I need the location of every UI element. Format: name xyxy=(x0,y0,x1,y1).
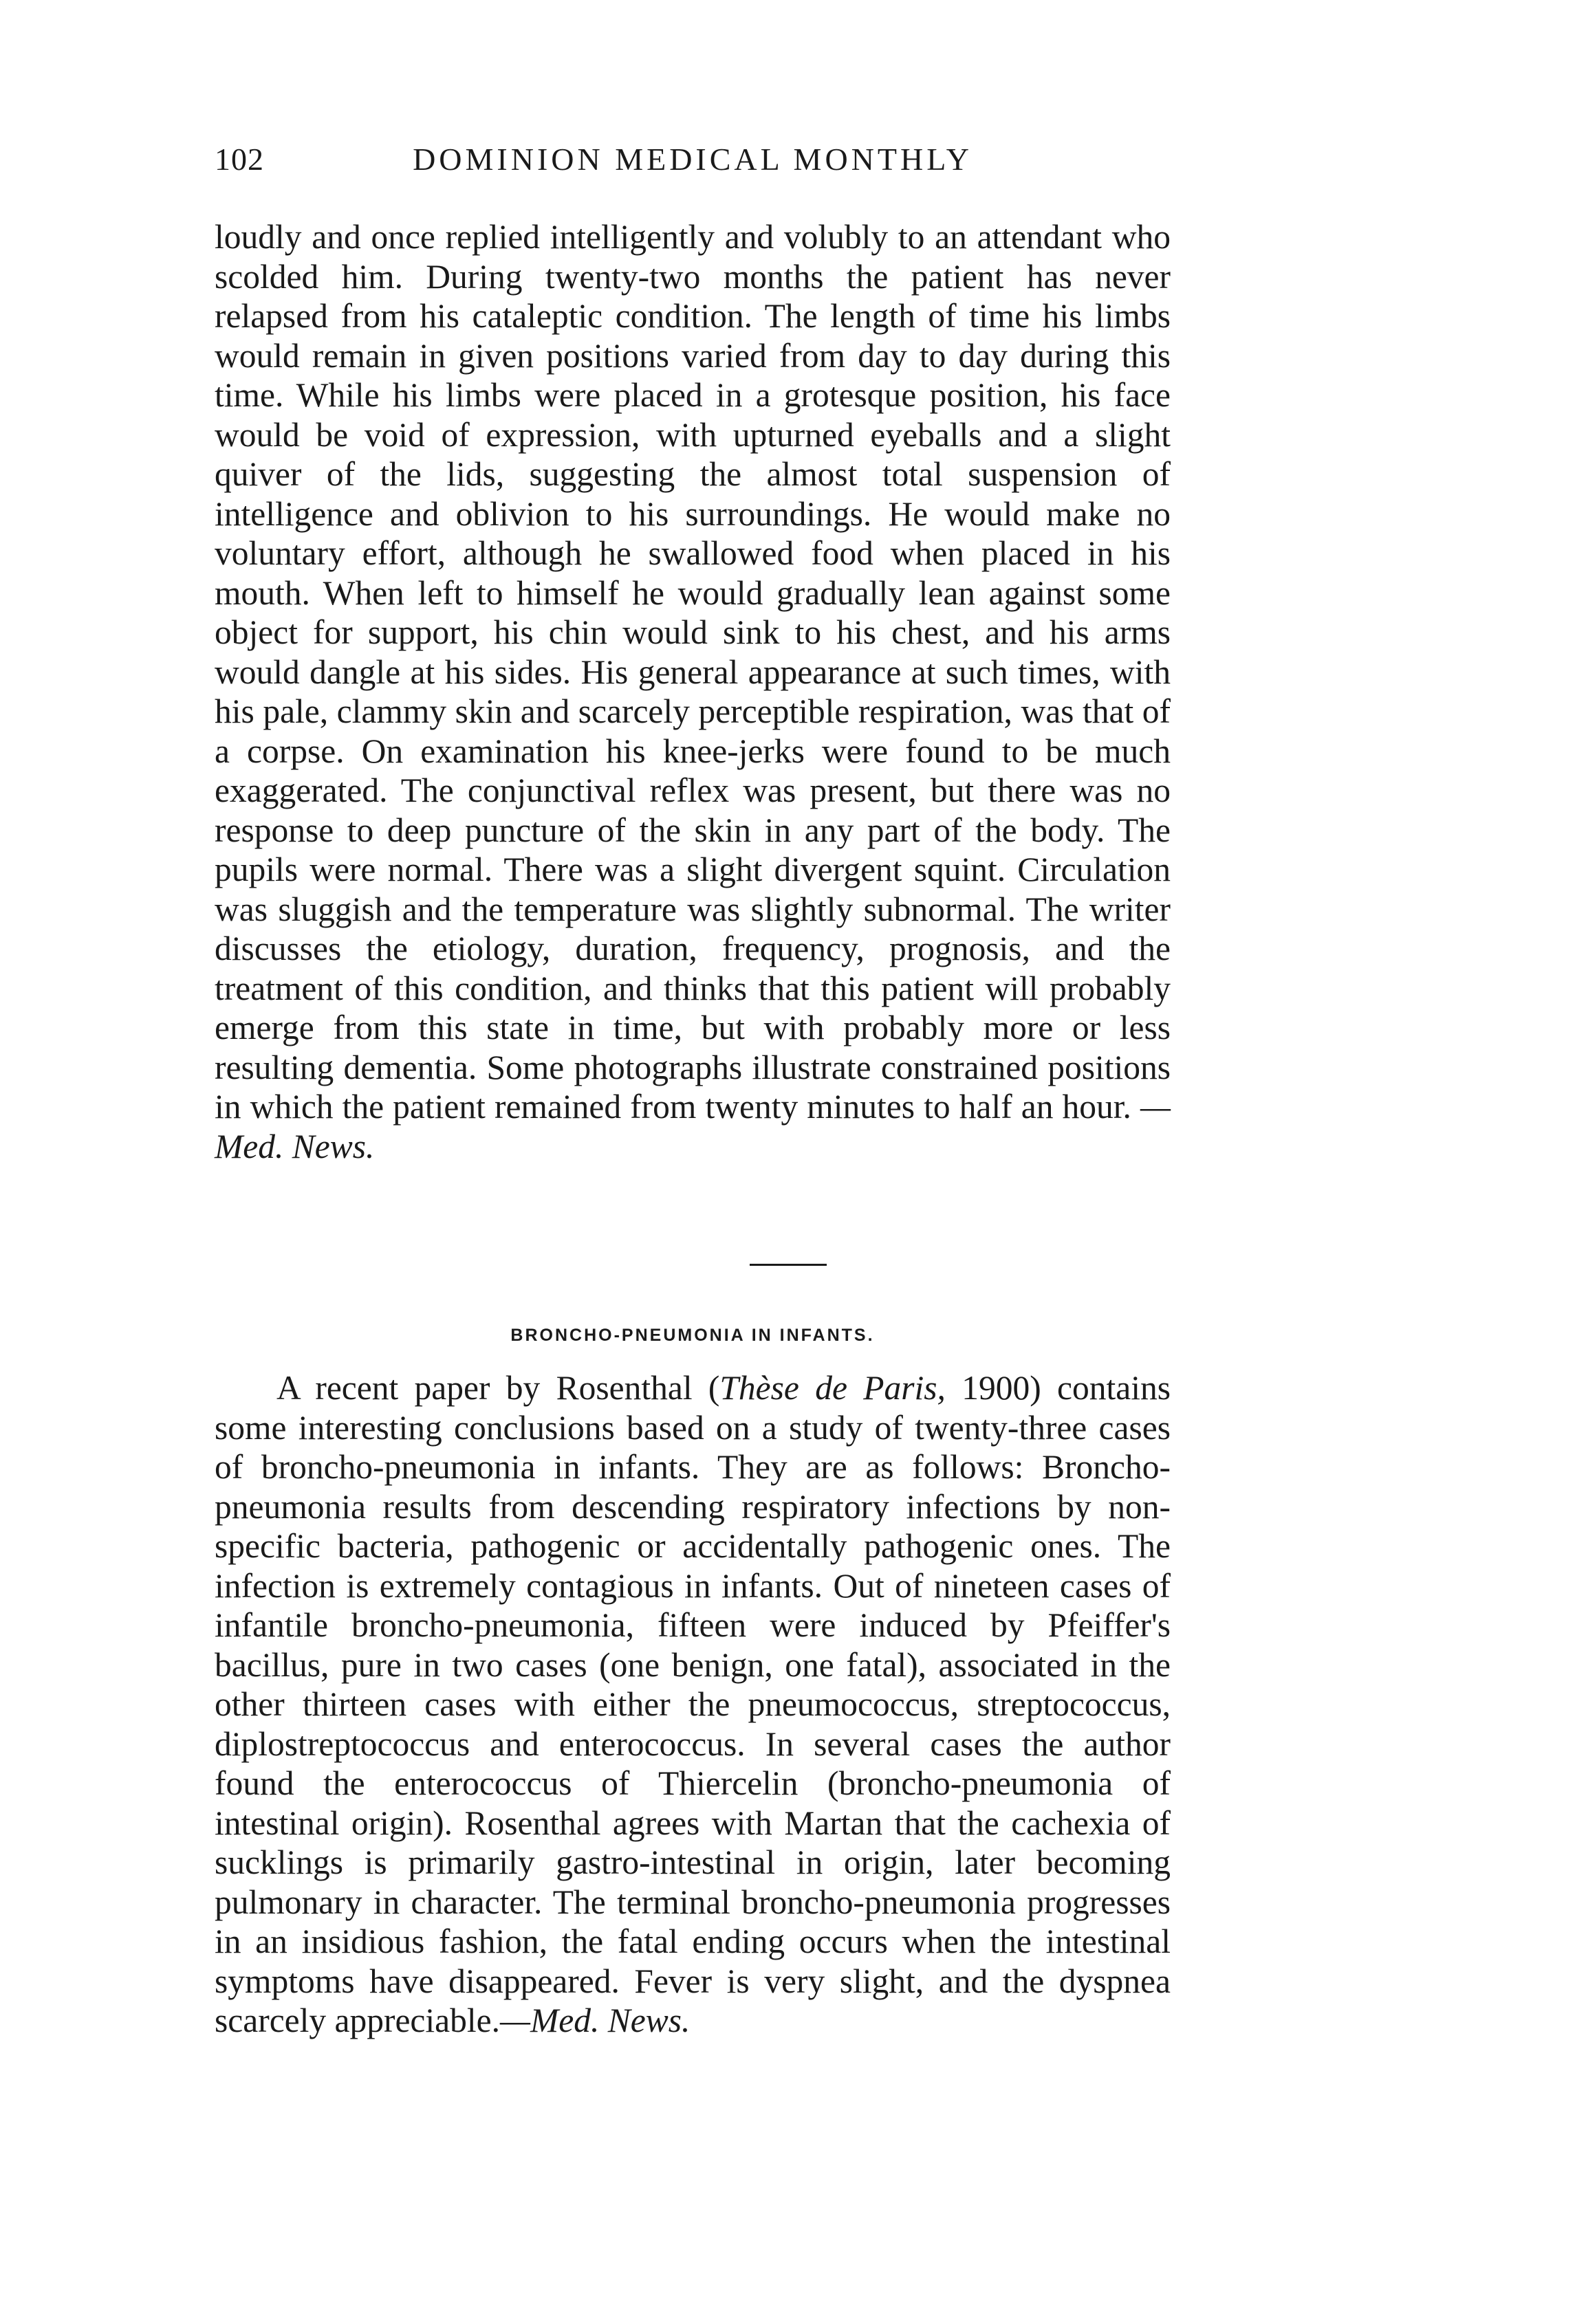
paragraph-text-start: A recent paper by Rosenthal ( xyxy=(276,1369,720,1407)
paragraph-text-rest: 1900) contains some interesting conclusions based on a study of twenty-three cases of broncho-pneumonia in infants. They are as follows: Broncho-pneumonia results from descending respiratory infections by non-specific bacteria, pathogenic or accidentally pathogenic ones. The infection is extremely contagious in infants. Out of nineteen cases of infantile broncho-pneumonia, fifteen were induced by Pfeiffer's bacillus, pure in two cases (one benign, one fatal), associated in the other thirteen cases with either the pneumococcus, streptococcus, diplostreptococcus and enterococcus. In several cases the author found the enterococcus of Thiercelin (broncho-pneumonia of intestinal origin). Rosenthal agrees with Martan that the cachexia of sucklings is primarily gastro-intestinal in origin, later becoming pulmonary in character. The terminal broncho-pneumonia progresses in an insidious fashion, the fatal ending occurs when the intestinal symptoms have disappeared. Fever is very slight, and the dyspnea scarcely appreciable. xyxy=(215,1369,1171,2039)
section-heading: BRONCHO-PNEUMONIA IN INFANTS. xyxy=(510,1326,875,1345)
paragraph-text: loudly and once replied intelligently and volubly to an attendant who scolded him. During twenty-two months the patient has never relapsed from his cataleptic condition. The length of time his limbs would remain in given positions varied from day to day during this time. While his limbs were placed in a grotesque position, his face would be void of expression, with upturned eyeballs and a slight quiver of the lids, suggesting the almost total suspension of intelligence and oblivion to his surroundings. He would make no voluntary effort, although he swallowed food when placed in his mouth. When left to himself he would gradually lean against some object for support, his chin would sink to his chest, and his arms would dangle at his sides. His general appearance at such times, with his pale, clammy skin and scarcely perceptible respiration, was that of a corpse. On examination his knee-jerks were found to be much exaggerated. The conjunctival reflex was present, but there was no response to deep puncture of the skin in any part of the body. The pupils were normal. There was a slight divergent squint. Circulation was sluggish and the temperature was slightly subnormal. The writer discusses the etiology, duration, frequency, prognosis, and the treatment of this condition, and thinks that this patient will probably emerge from this state in time, but with probably more or less resulting dementia. Some photographs illustrate constrained positions in which the patient remained from twenty minutes to half an hour. xyxy=(215,218,1171,1126)
article-paragraph xyxy=(215,1368,1171,2041)
source-citation: —Med. News. xyxy=(215,1088,1171,1165)
running-head xyxy=(215,141,1171,189)
page-number: 102 xyxy=(215,142,264,177)
thesis-citation: Thèse de Paris, xyxy=(719,1369,946,1407)
journal-title: DOMINION MEDICAL MONTHLY xyxy=(413,142,973,177)
source-citation: —Med. News. xyxy=(499,2002,691,2039)
section-divider xyxy=(750,1264,827,1266)
article-continuation-paragraph xyxy=(215,217,1171,1166)
